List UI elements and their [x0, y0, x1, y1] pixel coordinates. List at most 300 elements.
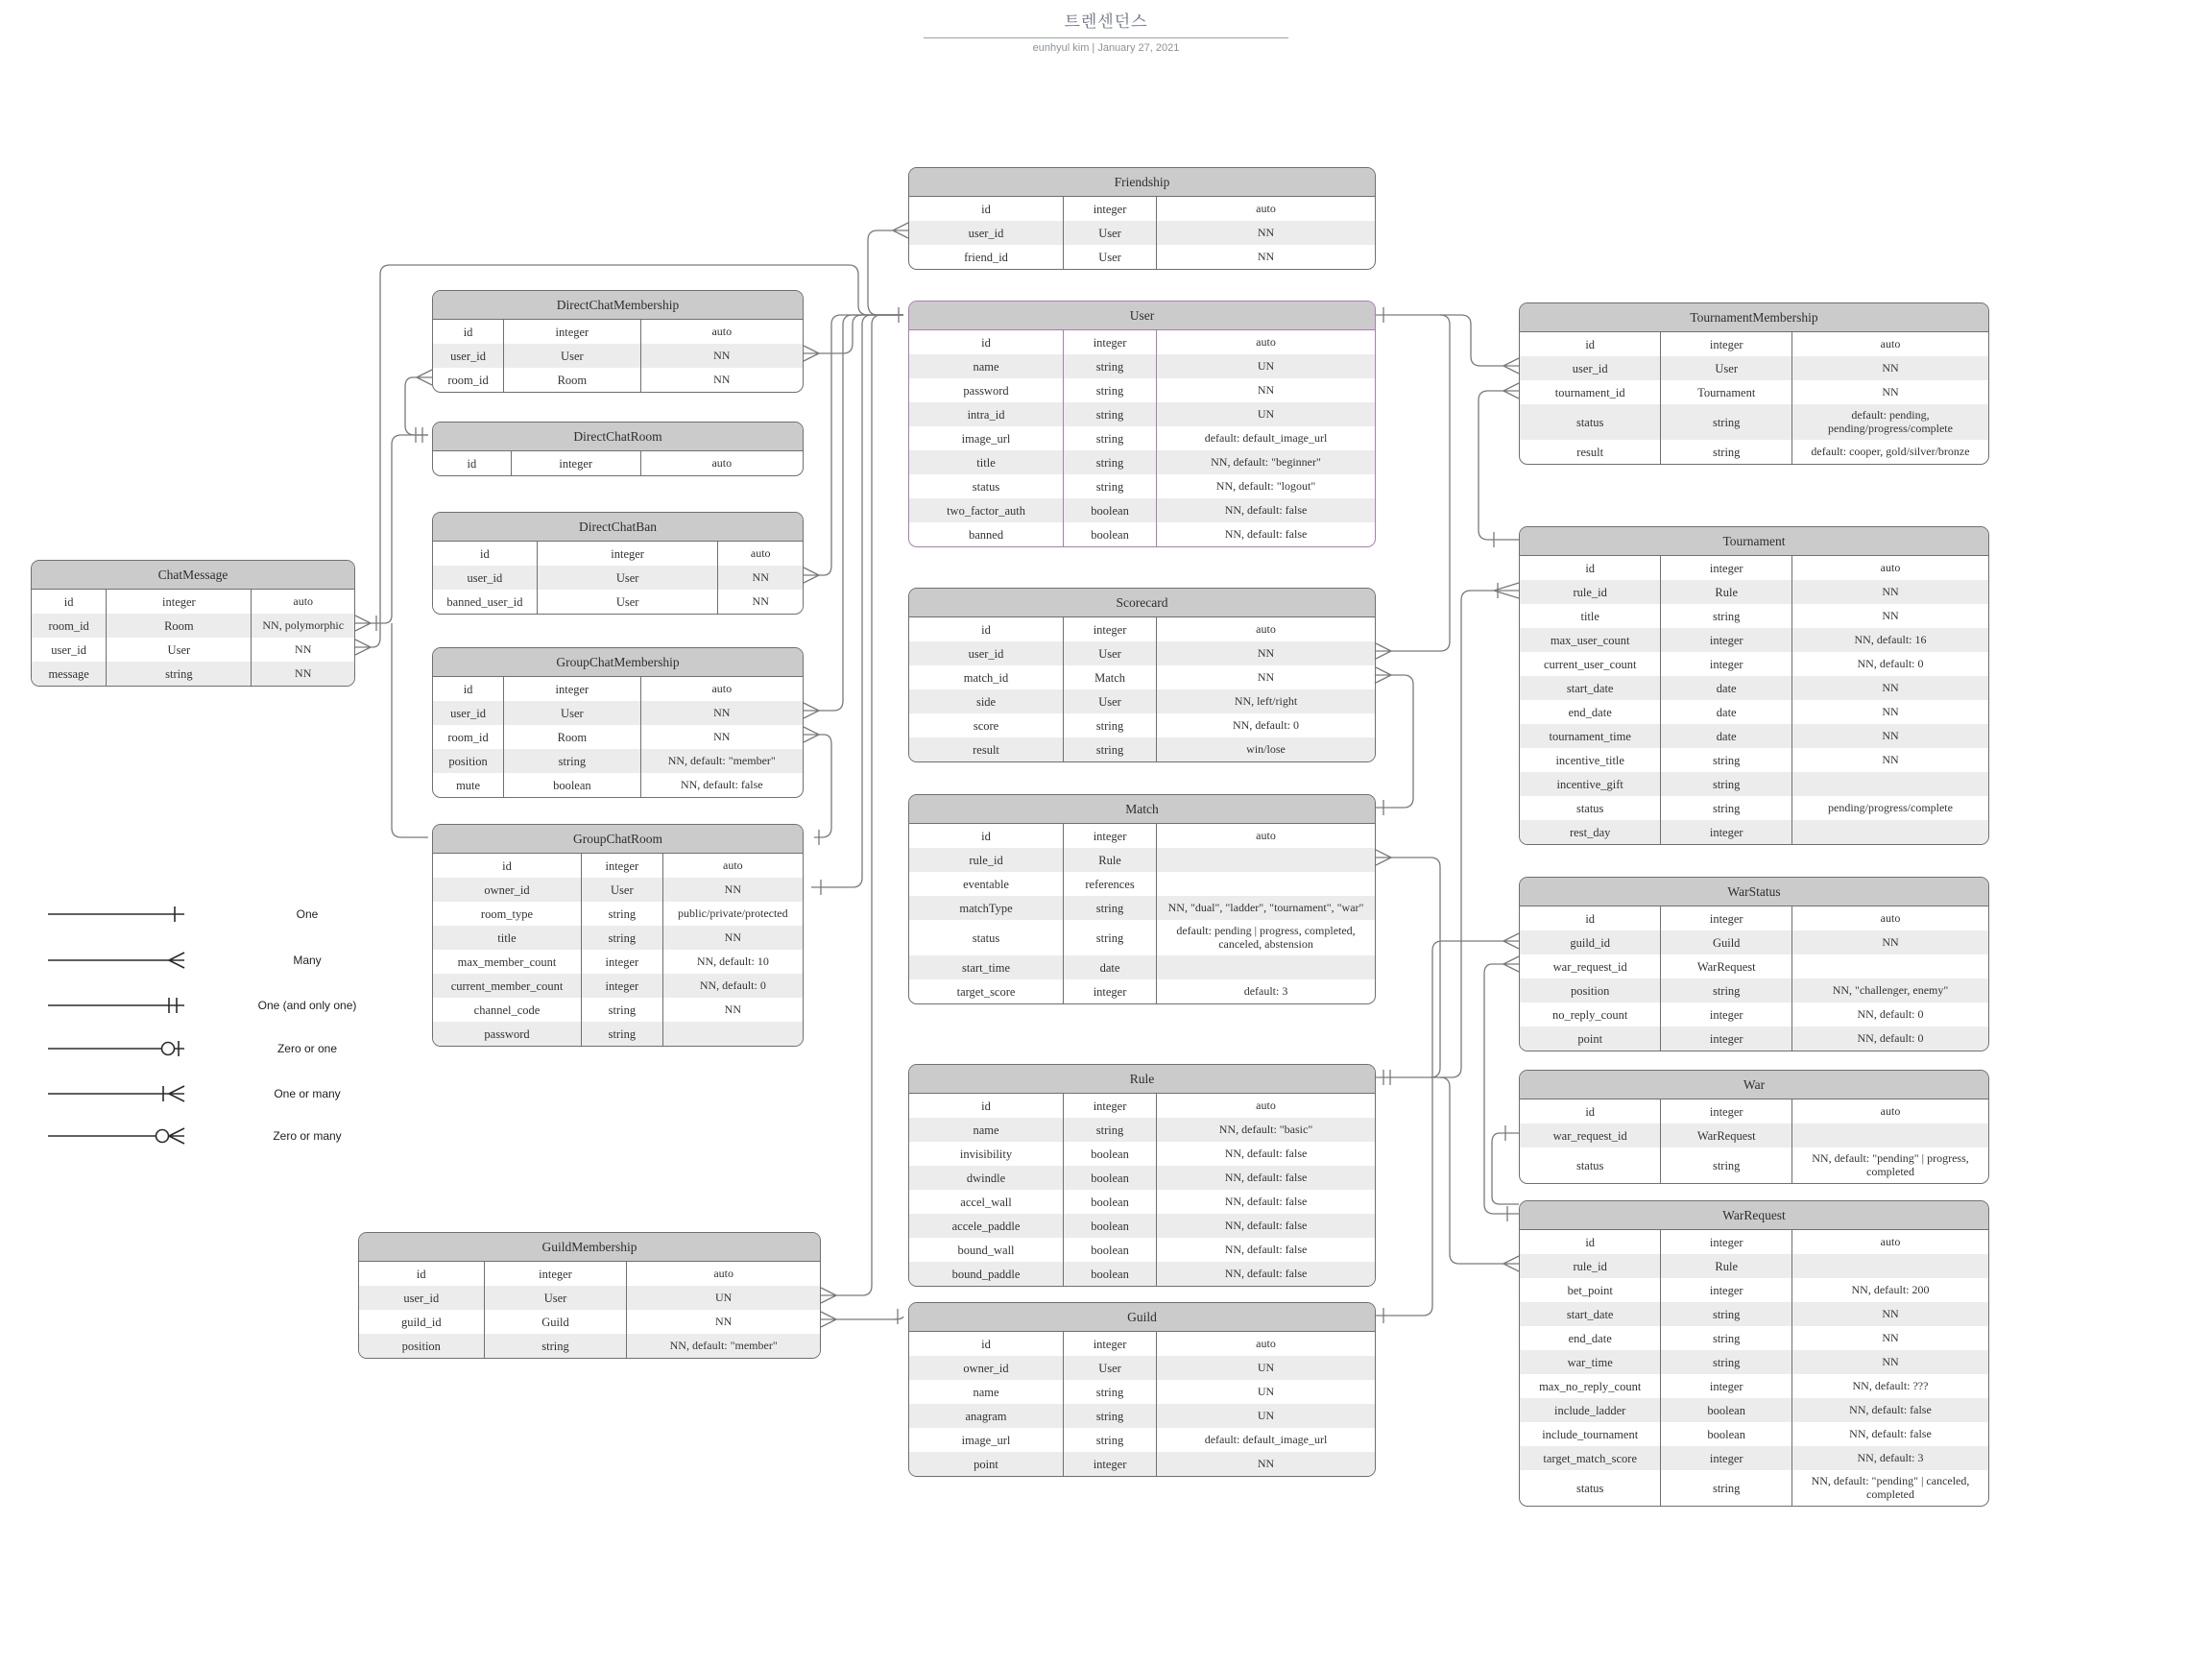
table-row	[1520, 332, 1988, 356]
table-row	[1520, 652, 1988, 676]
table-row	[1520, 772, 1988, 796]
field-name: id	[1585, 337, 1596, 351]
legend-item-zero_one	[0, 1037, 384, 1060]
field-type: integer	[1660, 906, 1791, 930]
field-name: id	[416, 1267, 426, 1281]
field-type: boolean	[1063, 1166, 1156, 1190]
table-row	[1520, 1326, 1988, 1350]
table-row	[1520, 440, 1988, 464]
field-constraint	[662, 1022, 803, 1046]
field-constraint: NN	[251, 662, 354, 686]
field-constraint: auto	[1156, 617, 1375, 641]
field-constraint: NN, default: ???	[1791, 1374, 1988, 1398]
field-name: channel_code	[473, 1003, 541, 1017]
field-constraint: NN	[640, 344, 803, 368]
field-constraint: NN, default: 0	[662, 974, 803, 998]
field-type: string	[1660, 1350, 1791, 1374]
field-type: string	[1063, 1404, 1156, 1428]
field-constraint: win/lose	[1156, 737, 1375, 761]
field-type: string	[1063, 713, 1156, 737]
field-name: bound_paddle	[951, 1267, 1021, 1281]
table-scorecard	[908, 588, 1376, 762]
zero_many-notation-icon	[0, 1124, 192, 1148]
field-type: User	[1063, 1356, 1156, 1380]
table-row	[909, 1166, 1375, 1190]
legend-label: Zero or one	[276, 1042, 338, 1055]
field-constraint: NN	[1156, 641, 1375, 665]
field-name: image_url	[961, 431, 1011, 446]
field-type: integer	[1660, 1003, 1791, 1027]
table-row	[1520, 820, 1988, 844]
field-constraint: public/private/protected	[662, 902, 803, 926]
field-constraint: auto	[1156, 330, 1375, 354]
field-type: User	[1063, 689, 1156, 713]
one-notation-icon	[0, 903, 192, 926]
field-name: bound_wall	[957, 1243, 1015, 1257]
field-constraint: NN	[1791, 580, 1988, 604]
field-constraint: default: pending | progress, completed, canceled, abstension	[1156, 920, 1375, 955]
field-constraint	[1791, 954, 1988, 978]
field-constraint: NN	[640, 725, 803, 749]
table-row	[909, 1332, 1375, 1356]
field-name: intra_id	[967, 407, 1005, 422]
table-row	[433, 344, 803, 368]
table-row	[433, 368, 803, 392]
field-name: owner_id	[484, 882, 530, 897]
table-row	[1520, 1302, 1988, 1326]
field-constraint: NN	[1791, 724, 1988, 748]
field-type: string	[1063, 402, 1156, 426]
table-title: User	[909, 302, 1375, 330]
field-name: id	[1585, 1235, 1596, 1249]
table-directChatMembership	[432, 290, 804, 393]
field-constraint: NN, "dual", "ladder", "tournament", "war"	[1156, 896, 1375, 920]
field-type: boolean	[1063, 1190, 1156, 1214]
field-name: target_score	[956, 984, 1016, 999]
table-groupChatRoom	[432, 824, 804, 1047]
field-name: user_id	[467, 570, 503, 585]
field-constraint: NN, default: 0	[1791, 1003, 1988, 1027]
field-name: id	[981, 1099, 991, 1113]
field-name: max_user_count	[1550, 633, 1630, 647]
legend-item-one_only_one	[0, 994, 384, 1017]
field-constraint: NN, "challenger, enemy"	[1791, 978, 1988, 1003]
field-type: string	[1063, 426, 1156, 450]
table-row	[909, 713, 1375, 737]
field-constraint: auto	[1156, 197, 1375, 221]
table-row	[909, 426, 1375, 450]
field-constraint: auto	[1791, 1099, 1988, 1123]
field-type: integer	[1063, 1094, 1156, 1118]
title-divider	[924, 37, 1288, 38]
table-title: ChatMessage	[32, 561, 354, 590]
table-row	[909, 689, 1375, 713]
field-name: banned	[968, 527, 1004, 542]
table-groupChatMembership	[432, 647, 804, 798]
field-constraint: NN	[1791, 930, 1988, 954]
field-type: integer	[503, 677, 639, 701]
field-constraint: NN	[640, 701, 803, 725]
field-constraint	[1791, 820, 1988, 844]
table-row	[433, 749, 803, 773]
field-constraint: NN	[662, 878, 803, 902]
table-title: DirectChatMembership	[433, 291, 803, 320]
table-row	[1520, 700, 1988, 724]
field-constraint: NN	[1156, 221, 1375, 245]
field-name: position	[401, 1339, 441, 1353]
field-name: current_member_count	[450, 978, 564, 993]
table-row	[1520, 724, 1988, 748]
field-type: integer	[1660, 652, 1791, 676]
field-name: banned_user_id	[446, 594, 523, 609]
table-row	[909, 1118, 1375, 1142]
field-name: two_factor_auth	[947, 503, 1025, 518]
table-row	[909, 1190, 1375, 1214]
field-name: include_tournament	[1542, 1427, 1639, 1441]
table-row	[1520, 1278, 1988, 1302]
field-constraint: NN	[640, 368, 803, 392]
field-name: current_user_count	[1543, 657, 1637, 671]
field-name: tournament_time	[1549, 729, 1631, 743]
field-type: string	[1660, 748, 1791, 772]
table-row	[433, 998, 803, 1022]
field-constraint: auto	[640, 451, 803, 475]
table-row	[909, 402, 1375, 426]
table-row	[909, 221, 1375, 245]
table-row	[1520, 748, 1988, 772]
field-constraint: auto	[1156, 1332, 1375, 1356]
field-type: integer	[1660, 1278, 1791, 1302]
legend-item-zero_many	[0, 1124, 384, 1148]
field-name: id	[463, 325, 473, 339]
field-type: string	[1660, 1302, 1791, 1326]
field-type: integer	[1063, 197, 1156, 221]
field-constraint: NN, default: 16	[1791, 628, 1988, 652]
field-name: password	[963, 383, 1009, 398]
field-constraint: auto	[1791, 556, 1988, 580]
table-row	[909, 1428, 1375, 1452]
field-constraint: auto	[640, 320, 803, 344]
diagram-title: 트렌센던스	[1064, 12, 1148, 31]
field-name: id	[467, 456, 477, 471]
table-row	[433, 926, 803, 950]
table-row	[433, 878, 803, 902]
field-type: boolean	[1063, 1262, 1156, 1286]
field-constraint: default: 3	[1156, 979, 1375, 1003]
field-constraint: NN, default: "member"	[640, 749, 803, 773]
field-type: string	[581, 926, 662, 950]
field-name: friend_id	[964, 250, 1008, 264]
field-constraint: auto	[662, 854, 803, 878]
field-constraint: UN	[1156, 1356, 1375, 1380]
field-name: id	[502, 858, 512, 873]
table-warRequest	[1519, 1200, 1989, 1507]
field-name: id	[981, 622, 991, 637]
legend-label: One (and only one)	[257, 999, 357, 1012]
table-row	[909, 1452, 1375, 1476]
field-constraint: NN	[1791, 1302, 1988, 1326]
field-name: tournament_id	[1554, 385, 1625, 399]
legend-label: Many	[293, 954, 322, 967]
table-guild	[908, 1302, 1376, 1477]
table-row	[909, 1214, 1375, 1238]
field-constraint: UN	[1156, 1404, 1375, 1428]
field-constraint: NN	[251, 638, 354, 662]
field-type: integer	[1660, 332, 1791, 356]
field-type: Guild	[484, 1310, 627, 1334]
field-name: message	[48, 666, 89, 681]
field-constraint: NN	[1156, 378, 1375, 402]
table-row	[359, 1334, 820, 1358]
field-type: integer	[537, 542, 718, 566]
table-row	[909, 1356, 1375, 1380]
table-title: DirectChatRoom	[433, 423, 803, 451]
field-type: Match	[1063, 665, 1156, 689]
field-name: war_request_id	[1552, 1128, 1627, 1143]
field-constraint: NN	[1791, 676, 1988, 700]
field-type: date	[1660, 724, 1791, 748]
field-name: no_reply_count	[1551, 1007, 1628, 1022]
field-constraint: NN	[717, 590, 803, 614]
field-type: Room	[106, 614, 251, 638]
one_only_one-notation-icon	[0, 994, 192, 1017]
field-name: position	[448, 754, 488, 768]
field-constraint: NN	[1791, 700, 1988, 724]
field-type: string	[1063, 896, 1156, 920]
field-type: User	[484, 1286, 627, 1310]
table-title: GroupChatRoom	[433, 825, 803, 854]
table-title: GroupChatMembership	[433, 648, 803, 677]
field-constraint: auto	[626, 1262, 820, 1286]
table-row	[1520, 1446, 1988, 1470]
table-row	[433, 1022, 803, 1046]
field-constraint	[1156, 872, 1375, 896]
field-name: invisibility	[959, 1147, 1013, 1161]
table-row	[433, 725, 803, 749]
field-name: id	[981, 1337, 991, 1351]
table-row	[433, 773, 803, 797]
field-type: string	[1063, 920, 1156, 955]
table-row	[1520, 404, 1988, 440]
field-type: integer	[1660, 1099, 1791, 1123]
table-title: Guild	[909, 1303, 1375, 1332]
field-name: title	[497, 930, 517, 945]
table-row	[909, 1094, 1375, 1118]
field-type: string	[1063, 1428, 1156, 1452]
table-row	[909, 979, 1375, 1003]
field-type: Room	[503, 725, 639, 749]
field-type: integer	[484, 1262, 627, 1286]
field-name: accel_wall	[960, 1195, 1012, 1209]
field-name: title	[1580, 609, 1599, 623]
table-title: Rule	[909, 1065, 1375, 1094]
legend-item-one	[0, 903, 384, 926]
field-type: User	[503, 344, 639, 368]
field-constraint: NN, default: false	[1156, 522, 1375, 546]
table-row	[909, 665, 1375, 689]
table-row	[909, 872, 1375, 896]
field-name: rule_id	[1573, 1259, 1607, 1273]
field-type: integer	[1660, 1027, 1791, 1051]
field-type: string	[106, 662, 251, 686]
table-row	[359, 1310, 820, 1334]
field-name: title	[976, 455, 996, 470]
table-row	[909, 378, 1375, 402]
field-name: status	[972, 479, 1000, 494]
field-name: end_date	[1568, 1331, 1612, 1345]
field-name: user_id	[968, 226, 1004, 240]
field-type: integer	[503, 320, 639, 344]
field-name: user_id	[403, 1291, 440, 1305]
field-constraint: NN, default: "beginner"	[1156, 450, 1375, 474]
field-type: string	[581, 902, 662, 926]
field-type: boolean	[1660, 1422, 1791, 1446]
table-row	[433, 451, 803, 475]
table-row	[909, 641, 1375, 665]
table-row	[1520, 604, 1988, 628]
field-constraint: NN, default: false	[1156, 1142, 1375, 1166]
field-type: User	[1063, 221, 1156, 245]
field-type: string	[1063, 378, 1156, 402]
field-name: user_id	[450, 349, 486, 363]
field-constraint: NN, default: false	[1156, 1214, 1375, 1238]
table-row	[32, 614, 354, 638]
table-row	[909, 1404, 1375, 1428]
field-constraint: auto	[1156, 1094, 1375, 1118]
table-row	[909, 955, 1375, 979]
field-name: result	[1576, 445, 1604, 459]
field-constraint: default: pending, pending/progress/complete	[1791, 404, 1988, 440]
field-type: User	[106, 638, 251, 662]
field-constraint: NN, default: false	[1156, 498, 1375, 522]
table-row	[1520, 1398, 1988, 1422]
table-row	[1520, 930, 1988, 954]
field-constraint: NN, default: "member"	[626, 1334, 820, 1358]
table-user	[908, 301, 1376, 547]
field-type: Rule	[1660, 1254, 1791, 1278]
table-row	[909, 245, 1375, 269]
field-type: string	[1063, 450, 1156, 474]
field-constraint	[1156, 848, 1375, 872]
table-row	[433, 701, 803, 725]
field-type: date	[1660, 676, 1791, 700]
field-constraint	[1791, 1254, 1988, 1278]
field-type: string	[1660, 772, 1791, 796]
field-name: rest_day	[1570, 825, 1611, 839]
table-row	[909, 498, 1375, 522]
table-title: Tournament	[1520, 527, 1988, 556]
table-row	[1520, 580, 1988, 604]
table-title: Match	[909, 795, 1375, 824]
field-name: guild_id	[400, 1315, 442, 1329]
table-row	[909, 824, 1375, 848]
field-constraint: NN	[662, 998, 803, 1022]
table-row	[1520, 978, 1988, 1003]
table-row	[433, 566, 803, 590]
table-row	[909, 1238, 1375, 1262]
table-friendship	[908, 167, 1376, 270]
field-type: WarRequest	[1660, 954, 1791, 978]
field-type: date	[1063, 955, 1156, 979]
field-constraint: NN	[1791, 748, 1988, 772]
field-name: matchType	[959, 901, 1013, 915]
field-name: incentive_title	[1555, 753, 1624, 767]
table-row	[433, 590, 803, 614]
field-constraint: NN, default: false	[1156, 1166, 1375, 1190]
table-rule	[908, 1064, 1376, 1287]
field-type: string	[581, 1022, 662, 1046]
field-constraint	[1791, 772, 1988, 796]
field-type: Guild	[1660, 930, 1791, 954]
field-constraint	[1156, 955, 1375, 979]
field-constraint: NN	[1156, 665, 1375, 689]
field-type: integer	[1660, 1374, 1791, 1398]
field-name: score	[973, 718, 999, 733]
field-constraint: NN	[1156, 245, 1375, 269]
field-constraint: NN, left/right	[1156, 689, 1375, 713]
field-constraint: UN	[1156, 402, 1375, 426]
field-constraint: NN	[1791, 604, 1988, 628]
table-row	[1520, 954, 1988, 978]
field-name: id	[981, 829, 991, 843]
field-type: integer	[1063, 824, 1156, 848]
legend-item-many	[0, 949, 384, 972]
field-constraint: auto	[640, 677, 803, 701]
field-name: match_id	[963, 670, 1009, 685]
legend-label: Zero or many	[273, 1129, 342, 1143]
table-row	[1520, 676, 1988, 700]
table-row	[1520, 1254, 1988, 1278]
field-type: User	[537, 566, 718, 590]
field-name: dwindle	[966, 1171, 1006, 1185]
field-type: integer	[1063, 1332, 1156, 1356]
field-type: references	[1063, 872, 1156, 896]
field-constraint: auto	[1791, 332, 1988, 356]
field-type: boolean	[1063, 1214, 1156, 1238]
field-type: string	[1660, 1148, 1791, 1183]
field-constraint: NN, default: 10	[662, 950, 803, 974]
field-name: status	[1575, 1481, 1604, 1495]
field-constraint: NN, default: 3	[1791, 1446, 1988, 1470]
field-type: boolean	[1063, 1238, 1156, 1262]
field-name: accele_paddle	[951, 1219, 1021, 1233]
field-name: incentive_gift	[1556, 777, 1623, 791]
field-type: User	[503, 701, 639, 725]
table-row	[1520, 356, 1988, 380]
field-name: war_time	[1567, 1355, 1613, 1369]
field-name: id	[981, 202, 991, 216]
field-constraint: NN, default: "pending" | canceled, completed	[1791, 1470, 1988, 1506]
table-row	[1520, 380, 1988, 404]
table-title: TournamentMembership	[1520, 303, 1988, 332]
table-row	[909, 197, 1375, 221]
table-row	[32, 662, 354, 686]
field-constraint: auto	[251, 590, 354, 614]
field-constraint: UN	[626, 1286, 820, 1310]
table-row	[909, 1262, 1375, 1286]
table-row	[1520, 1027, 1988, 1051]
table-chatMessage	[31, 560, 355, 687]
field-name: password	[484, 1027, 530, 1041]
table-row	[32, 638, 354, 662]
table-title: War	[1520, 1071, 1988, 1099]
table-row	[359, 1286, 820, 1310]
field-name: image_url	[961, 1433, 1011, 1447]
table-row	[909, 920, 1375, 955]
table-row	[909, 1142, 1375, 1166]
field-name: room_type	[480, 906, 534, 921]
field-name: start_date	[1566, 1307, 1614, 1321]
